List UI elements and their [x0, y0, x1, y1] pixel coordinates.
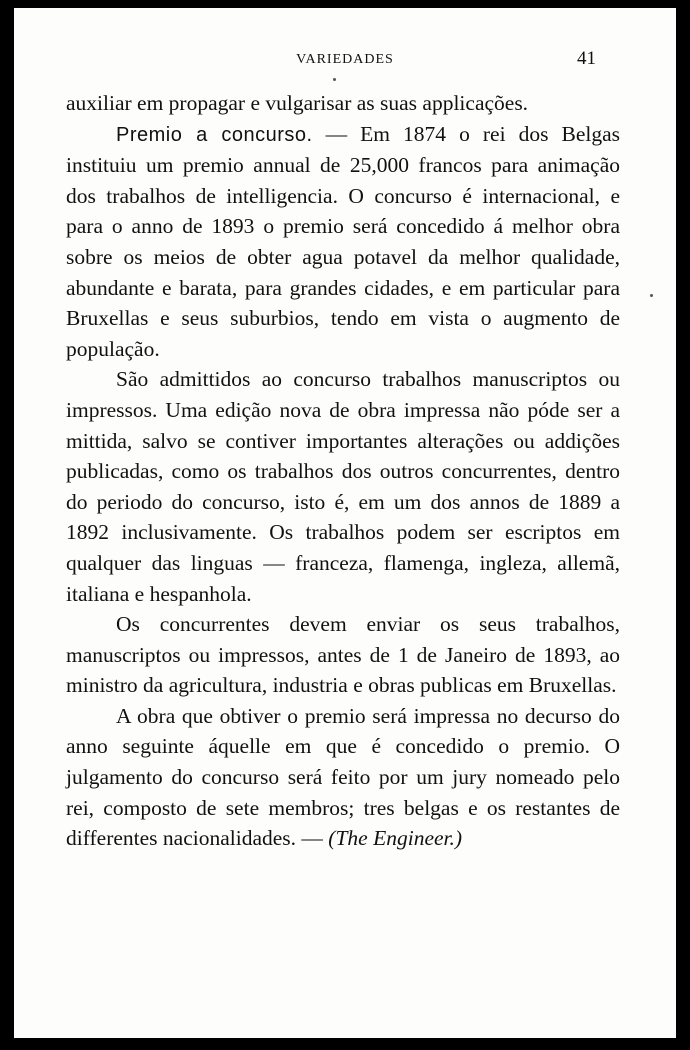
section-heading: Premio a concurso. [116, 123, 313, 146]
paragraph-text: auxiliar em propagar e vulgarisar as suas applicações. [66, 91, 529, 115]
book-page [14, 8, 676, 1038]
paragraph-judgement [66, 701, 620, 854]
page-header [14, 48, 676, 72]
paragraph-premio [66, 119, 620, 365]
paragraph-text: A obra que obtiver o premio será impressa no decurso do anno seguinte áquelle em que é concedido o premio. O julgamento do concurso será feito por um jury nomeado pelo rei, composto de sete membros; tres belgas e os restantes de differentes nacionalidades. — [66, 703, 620, 851]
paragraph-text: — Em 1874 o rei dos Belgas instituiu um premio annual de 25,000 francos para animação dos trabalhos de intelligencia. O concurso é internacional, e para o anno de 1893 o premio será concedido á melhor obra sobre os meios de obter agua potavel da melhor qualidade, abundante e barata, para grandes cidades, e em particular para Bruxellas e seus suburbios, tendo em vista o augmento de população. [66, 121, 620, 361]
print-speck [333, 78, 336, 81]
page-number: 41 [577, 48, 596, 69]
paragraph-submission [66, 609, 620, 701]
paragraph-text: Os concurrentes devem enviar os seus trabalhos, manuscriptos ou impressos, antes de 1 de Janeiro de 1893, ao ministro da agricultura, industria e obras publicas em Bruxellas. [66, 612, 620, 698]
source-citation: (The Engineer.) [328, 826, 463, 851]
running-title: VARIEDADES [296, 52, 394, 67]
paragraph-admission [66, 364, 620, 609]
body-text [66, 88, 620, 854]
paragraph-text: São admittidos ao concurso trabalhos manuscriptos ou impressos. Uma edição nova de obra impressa não póde ser a mittida, salvo se contiver importantes alterações ou addições publicadas, como os trabalhos dos outros concurrentes, dentro do periodo do concurso, isto é, em um dos annos de 1889 a 1892 inclusivamente. Os trabalhos podem ser escriptos em qualquer das linguas — franceza, flamenga, ingleza, allemã, italiana e hespanhola. [66, 367, 620, 606]
print-speck [650, 294, 653, 297]
paragraph-continuation [66, 88, 620, 119]
